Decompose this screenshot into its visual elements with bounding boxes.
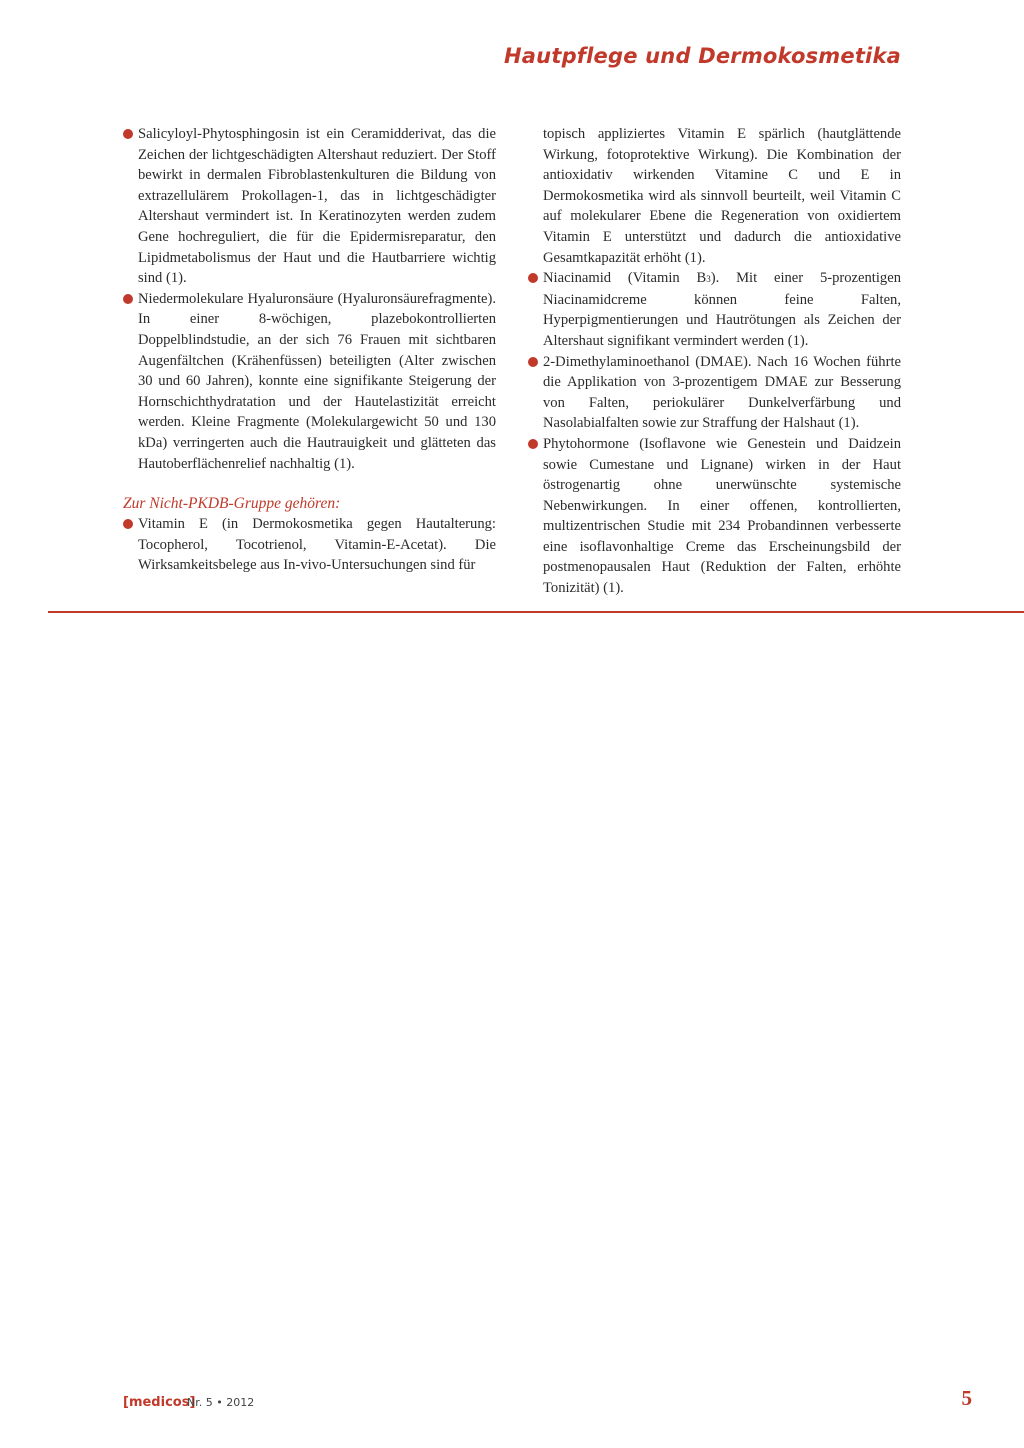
subscript-three: 3 [706,274,711,285]
page-header-title: Hautpflege und Dermokosmetika [504,44,901,68]
page-number: 5 [961,1386,972,1410]
bullet-text-end: ). Mit einer 5-prozentigen Niacinamidcreme können feine Falten, Hyperpigmentierungen und Hautrötungen als Zeichen der Altershaut signifikant vermindert werden (1). [543,270,901,349]
right-column [528,124,901,599]
bullet-item-hyaluronsaeure [123,289,496,474]
footer-brand-logo: [medicos] [123,1395,196,1410]
continued-paragraph: topisch appliziertes Vitamin E spärlich (hautglättende Wirkung, fotoprotektive Wirkung). Die Kombination der antioxidativ wirkenden Vitamine C und E in Dermokosmetika wird als sinnvoll beurteilt, weil Vitamin C auf molekularer Ebene die Regeneration von oxidiertem Vitamin E unterstützt und dadurch die antioxidative Gesamtkapazität erhöht (1). [543,126,901,266]
section-divider-line [48,611,1024,613]
bullet-item-niacinamid [528,268,901,351]
bullet-text: Phytohormone (Isoflavone wie Genestein und Daidzein sowie Cumestane und Lignane) wirken in der Haut östrogenartig ohne unerwünschte systemische Nebenwirkungen. In einer offenen, kontrollierten, multizentrischen Studie mit 234 Probandinnen verbesserte eine isoflavonhaltige Creme das Erscheinungsbild der postmenopausalen Haut (Reduktion der Falten, erhöhte Tonizität) (1). [543,435,901,597]
left-column [123,124,496,576]
bullet-item-vitamin-e [123,514,496,576]
bullet-dot-icon [528,273,538,283]
bullet-item-dmae [528,352,901,434]
bullet-dot-icon [528,357,538,367]
bullet-text: 2-Dimethylaminoethanol (DMAE). Nach 16 Wochen führte die Applikation von 3-prozentigem DMAE zur Besserung von Falten, periokulärer Dunkelverfärbung und Nasolabialfalten sowie zur Straffung der Halshaut (1). [543,353,901,432]
section-subheading: Zur Nicht-PKDB-Gruppe gehören: [123,495,341,513]
bullet-text-start: Niacinamid (Vitamin B [543,270,707,287]
bullet-item-phytohormone [528,434,901,599]
bullet-dot-icon [123,519,133,529]
bullet-text: Vitamin E (in Dermokosmetika gegen Hautalterung: Tocopherol, Tocotrienol, Vitamin-E-Acetat). Die Wirksamkeitsbelege aus In-vivo-Untersuchungen sind für [138,516,496,574]
bullet-dot-icon [528,439,538,449]
bullet-text: Salicyloyl-Phytosphingosin ist ein Ceramidderivat, das die Zeichen der lichtgeschädigten Altershaut reduziert. Der Stoff bewirkt in dermalen Fibroblastenkulturen die Bildung von extrazellulärem Prokollagen-1, das in lichtgeschädigter Altershaut vermindert ist. In Keratinozyten werden zudem Gene hochreguliert, die für die Epidermisreparatur, den Lipidmetabolismus der Haut und die Hautbarriere wichtig sind (1). [138,126,496,287]
footer-issue-number: Nr. 5 • 2012 [187,1396,255,1409]
bullet-dot-icon [123,294,133,304]
bullet-dot-icon [123,129,133,139]
bullet-item-salicyloyl [123,124,496,289]
bullet-text: Niedermolekulare Hyaluronsäure (Hyaluronsäurefragmente). In einer 8-wöchigen, plazebokontrollierten Doppelblindstudie, an der sich 76 Frauen mit sichtbaren Augenfältchen (Krähenfüssen) beteiligten (Alter zwischen 30 und 60 Jahren), konnte eine signifikante Steigerung der Hornschichthydratation und der Hautelastizität erreicht werden. Kleine Fragmente (Molekulargewicht 50 und 130 kDa) verringerten auch die Hautrauigkeit und glätteten das Hautoberflächenrelief nachhaltig (1). [138,290,496,472]
